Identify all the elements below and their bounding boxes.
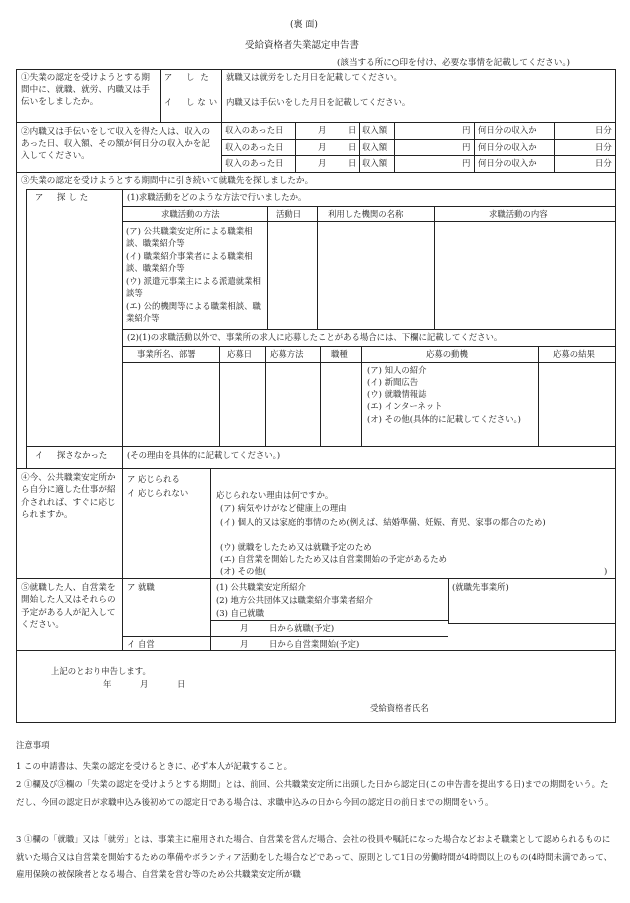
reason-item[interactable]: (ウ) 就職をしたため又は就職予定のため — [220, 542, 372, 552]
q4-option-no[interactable]: イ 応じられない — [127, 488, 189, 498]
th-company: 事業所名、部署 — [137, 349, 196, 359]
th-org-name: 利用した機関の名称 — [328, 209, 404, 219]
signature-label: 受給資格者氏名 — [370, 703, 429, 713]
income-month-field[interactable]: 月 — [318, 158, 327, 168]
method-item[interactable]: (ア) 公共職業安定所による職業相談、職業紹介等 — [126, 226, 253, 249]
income-amount-field[interactable]: 円 — [462, 125, 471, 135]
q1-mark-a: ア — [163, 72, 173, 82]
declaration-text: 上記のとおり申告します。 — [51, 666, 151, 676]
q4-reason-question: 応じられない理由は何ですか。 — [216, 490, 334, 500]
motive-item[interactable]: (オ) その他(具体的に記載してください。) — [367, 414, 521, 424]
q1-instr-work: 就職又は就労をした月日を記載してください。 — [226, 72, 402, 82]
note-item: 3 ①欄の「就職」又は「就労」とは、事業主に雇用された場合、自営業を営んだ場合、会社の役員や嘱託になった場合などおよそ職業として認められるものに就いた場合又は自営業を開始するための準備やボランティア活動をした場合などであって、原則として1日の労働時間が4時間以上のもの(4時間未満であって、雇用保険の被保険者となる場合、自営業を営む等のため公共職業安定所が職 — [16, 834, 612, 879]
th-activity-content: 求職活動の内容 — [489, 209, 548, 219]
motive-item[interactable]: (エ) インターネット — [367, 401, 443, 411]
self-start-date[interactable]: 月 日から自営業開始(予定) — [240, 639, 360, 649]
declaration-date[interactable]: 年 月 日 — [103, 679, 186, 689]
q3-reason-note: (その理由を具体的に記載してください。) — [127, 450, 281, 460]
route-item[interactable]: (3) 自己就職 — [216, 608, 265, 618]
income-days-field[interactable]: 日分 — [595, 142, 612, 152]
q3-option-searched[interactable]: 探した — [57, 192, 92, 202]
income-day-field[interactable]: 日 — [348, 142, 357, 152]
q5-option-self[interactable]: イ 自営 — [127, 639, 155, 649]
q3-mark-a: ア — [34, 192, 44, 202]
th-method: 求職活動の方法 — [161, 209, 220, 219]
employer-label: (就職先事業所) — [452, 582, 509, 592]
notes-heading: 注意事項 — [16, 740, 50, 750]
income-date-label: 収入のあった日 — [225, 158, 284, 168]
reason-close-paren: ) — [604, 566, 608, 576]
q5-option-job[interactable]: ア 就職 — [127, 582, 155, 592]
note-item: 2 ①欄及び③欄の「失業の認定を受けようとする期間」とは、前回、公共職業安定所に出頭した日から認定日(この申告書を提出する日)までの期間をいう。ただし、今回の認定日が求職申込み後初めての認定日である場合は、求職申込みの日から今回の認定日の前日までの期間をいう。 — [16, 779, 609, 807]
job-start-date[interactable]: 月 日から就職(予定) — [240, 623, 335, 633]
q3-option-not-searched[interactable]: 探さなかった — [57, 450, 108, 460]
q1-mark-i: イ — [163, 97, 173, 107]
q4-option-yes[interactable]: ア 応じられる — [127, 474, 180, 484]
reason-item[interactable]: (ア) 病気やけがなど健康上の理由 — [220, 503, 347, 513]
reason-item[interactable]: (オ) その他( — [220, 566, 266, 576]
income-amount-field[interactable]: 円 — [462, 158, 471, 168]
th-job-type: 職種 — [331, 349, 348, 359]
income-amount-label: 収入額 — [362, 142, 388, 152]
income-month-field[interactable]: 月 — [318, 142, 327, 152]
income-days-label: 何日分の収入か — [478, 142, 537, 152]
th-activity-date: 活動日 — [276, 209, 302, 219]
th-result: 応募の結果 — [553, 349, 595, 359]
reason-item[interactable]: (エ) 自営業を開始したため又は自営業開始の予定があるため — [220, 554, 447, 564]
income-day-field[interactable]: 日 — [348, 158, 357, 168]
income-date-label: 収入のあった日 — [225, 142, 284, 152]
motive-item[interactable]: (ア) 知人の紹介 — [367, 365, 427, 375]
motive-item[interactable]: (イ) 新聞広告 — [367, 377, 419, 387]
q3-sub2: (2)(1)の求職活動以外で、事業所の求人に応募したことがある場合には、下欄に記載してください。 — [127, 332, 503, 342]
income-month-field[interactable]: 月 — [318, 125, 327, 135]
q1-instr-help: 内職又は手伝いをした月日を記載してください。 — [226, 97, 411, 107]
th-apply-date: 応募日 — [227, 349, 253, 359]
q4-question: ④今、公共職業安定所から自分に適した仕事が紹介されれば、すぐに応じられますか。 — [21, 473, 116, 520]
method-item[interactable]: (イ) 職業紹介事業者による職業相談、職業紹介等 — [126, 251, 253, 274]
q3-question: ③失業の認定を受けようとする期間中に引き続いて就職先を探しましたか。 — [21, 176, 314, 186]
income-days-label: 何日分の収入か — [478, 158, 537, 168]
method-item[interactable]: (ウ) 派遣元事業主による派遣就業相談等 — [126, 276, 261, 299]
income-date-label: 収入のあった日 — [225, 125, 284, 135]
form-instruction: (該当する所に○印を付け、必要な事情を記載してください。) — [337, 58, 570, 68]
income-days-label: 何日分の収入か — [478, 125, 537, 135]
income-days-field[interactable]: 日分 — [595, 125, 612, 135]
q1-option-not[interactable]: しない — [186, 97, 221, 107]
income-amount-label: 収入額 — [362, 158, 388, 168]
q5-question: ⑤就職した人、自営業を開始した人又はそれらの予定がある人が記入してください。 — [21, 583, 116, 630]
q1-question: ①失業の認定を受けようとする期間中に、就職、就労、内職又は手伝いをしましたか。 — [21, 73, 150, 107]
motive-item[interactable]: (ウ) 就職情報誌 — [367, 389, 427, 399]
income-amount-label: 収入額 — [362, 125, 388, 135]
income-day-field[interactable]: 日 — [348, 125, 357, 135]
route-item[interactable]: (1) 公共職業安定所紹介 — [216, 582, 306, 592]
note-item: 1 この申請書は、失業の認定を受けるときに、必ず本人が記載すること。 — [16, 761, 292, 771]
method-item[interactable]: (エ) 公的機関等による職業相談、職業紹介等 — [126, 301, 261, 324]
th-apply-method: 応募方法 — [270, 349, 304, 359]
q2-question: ②内職又は手伝いをして収入を得た人は、収入のあった日、収入額、その額が何日分の収入かを記入してください。 — [21, 127, 211, 161]
q3-sub1: (1)求職活動をどのような方法で行いましたか。 — [127, 192, 307, 202]
income-days-field[interactable]: 日分 — [595, 158, 612, 168]
route-item[interactable]: (2) 地方公共団体又は職業紹介事業者紹介 — [216, 595, 373, 605]
form-title: 受給資格者失業認定申告書 — [245, 40, 360, 51]
reason-item[interactable]: (イ) 個人的又は家庭的事情のため(例えば、結婚準備、妊娠、育児、家事の都合のため) — [220, 517, 546, 527]
income-amount-field[interactable]: 円 — [462, 142, 471, 152]
side-label: (裏 面) — [290, 20, 318, 30]
th-motive: 応募の動機 — [426, 349, 468, 359]
q3-mark-i: イ — [34, 450, 44, 460]
q1-option-did[interactable]: した — [186, 72, 215, 82]
